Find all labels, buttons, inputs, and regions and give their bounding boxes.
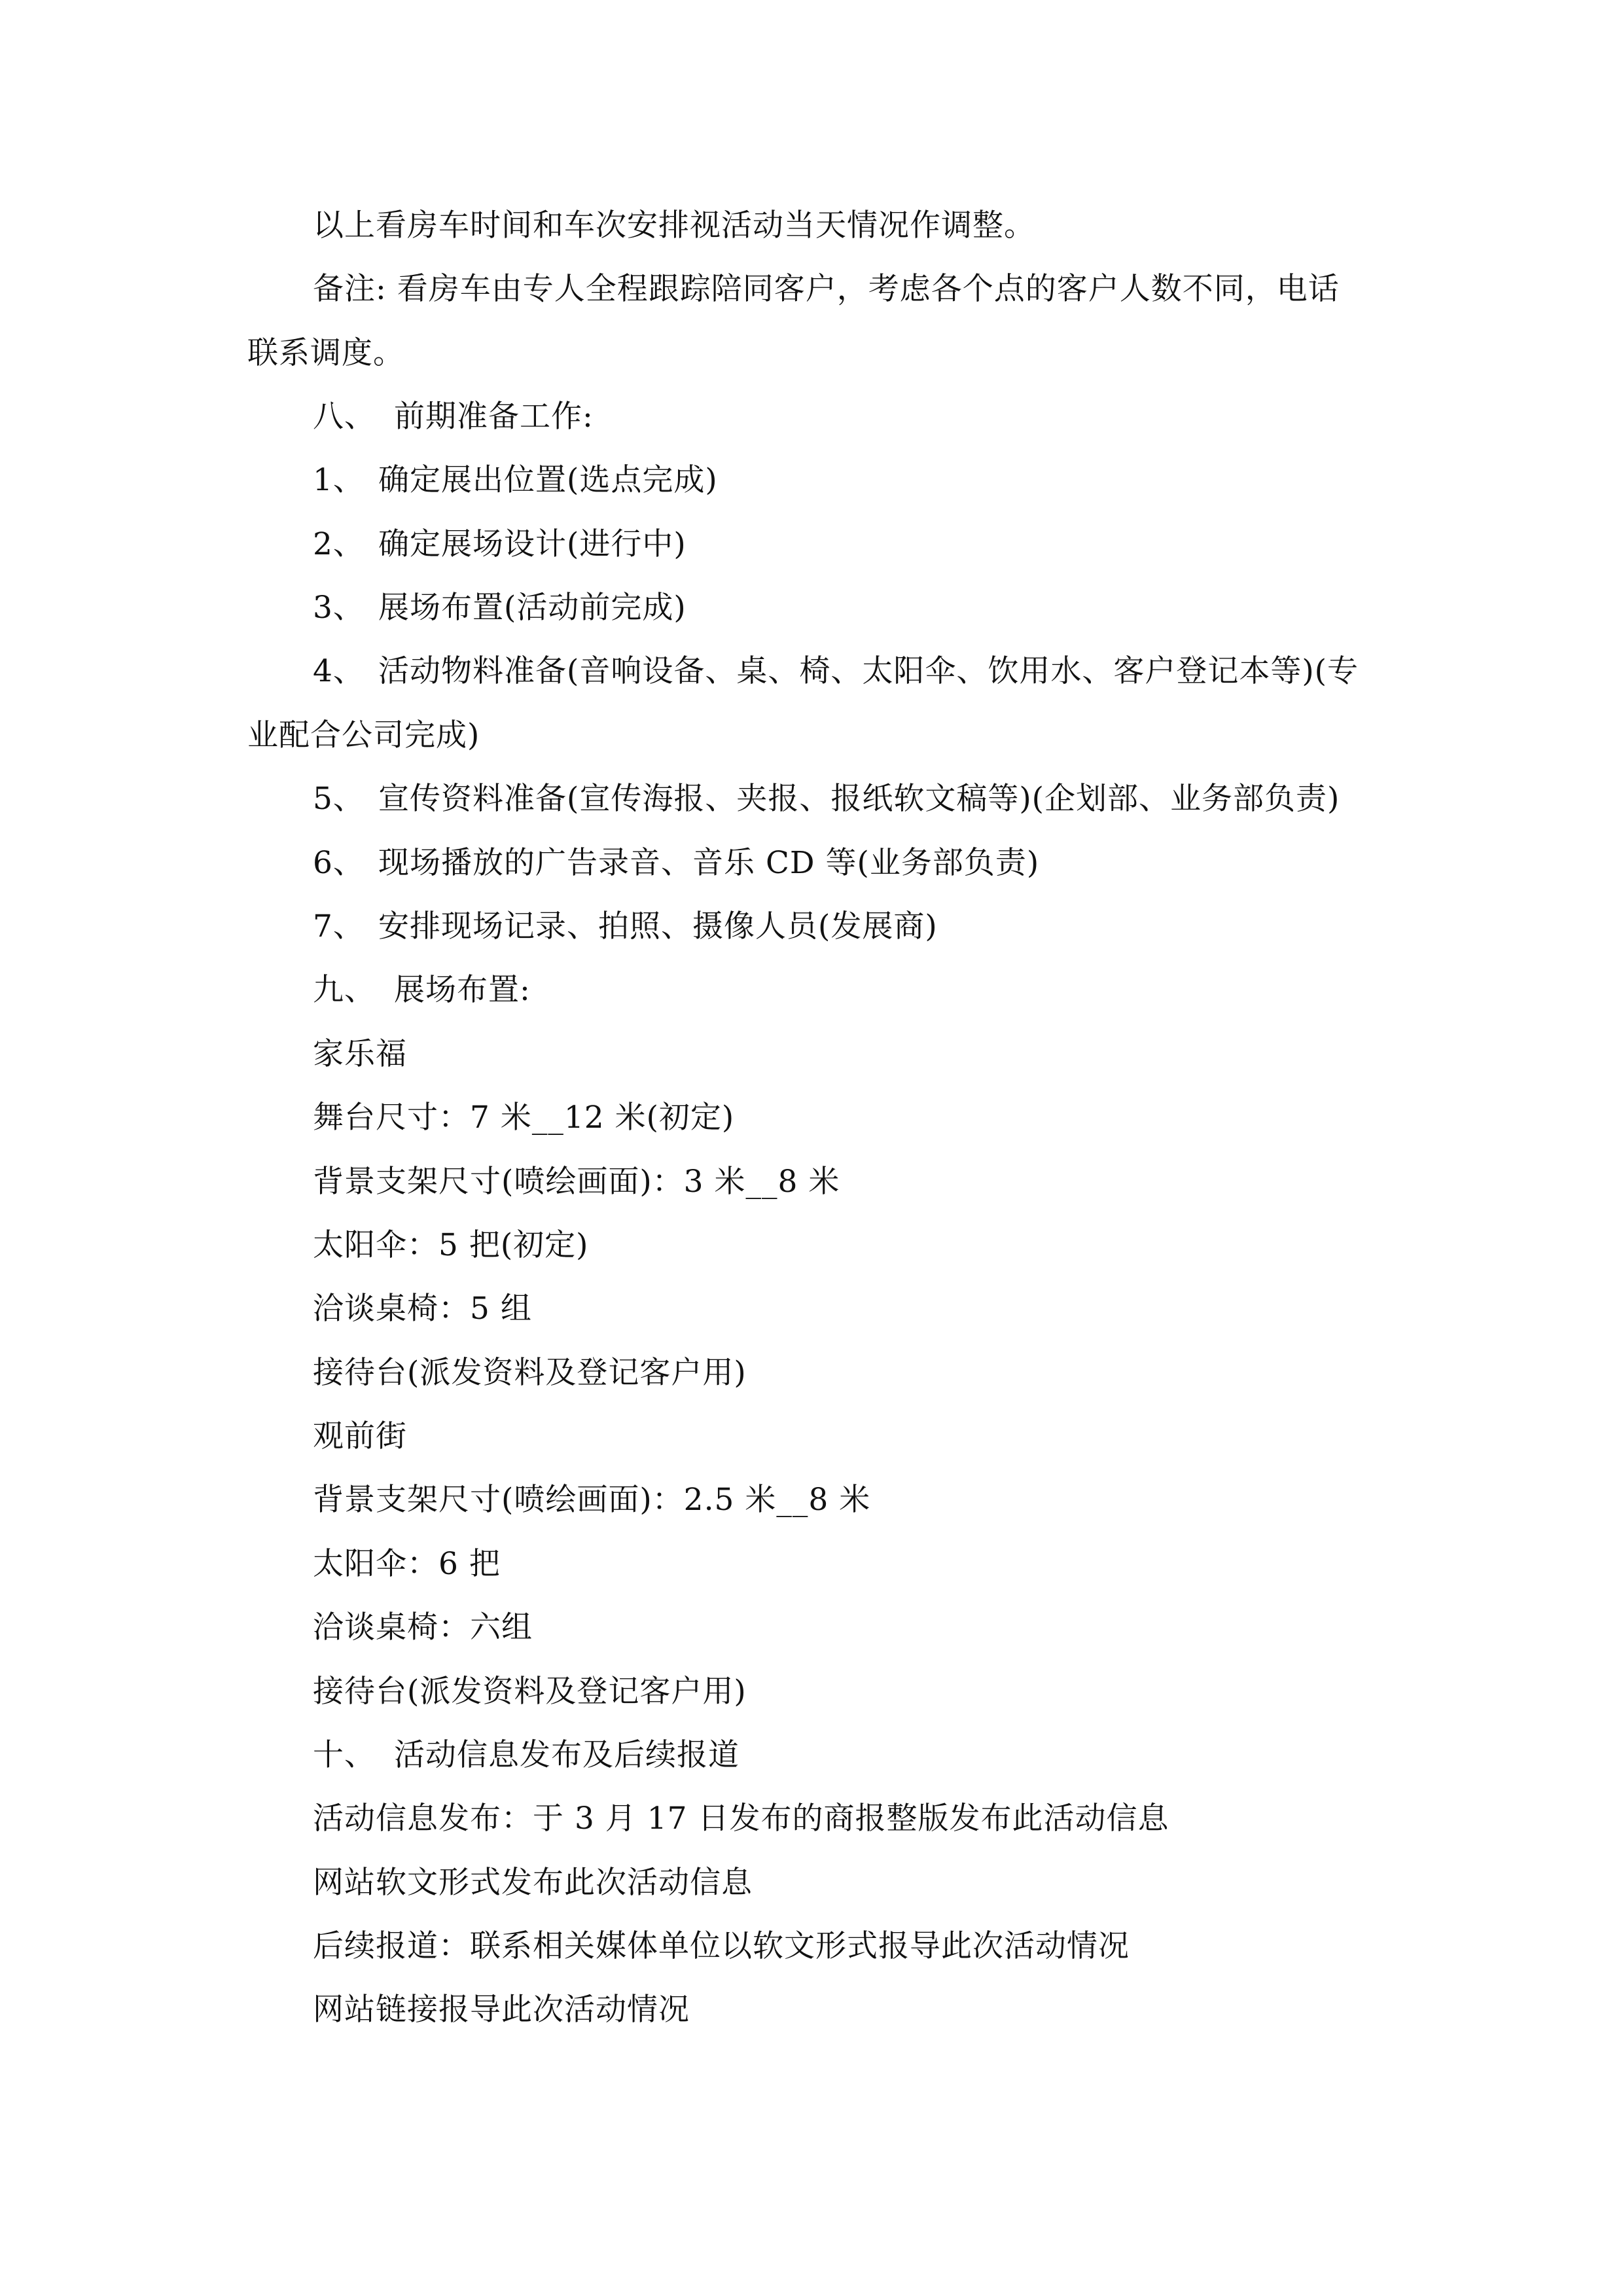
venue-name: 观前街 — [313, 1418, 407, 1454]
paragraph-remark: 备注: 看房车由专人全程跟踪陪同客户，考虑各个点的客户人数不同，电话 — [313, 271, 1340, 307]
spec-line: 背景支架尺寸(喷绘画面)：3 米__8 米 — [313, 1164, 840, 1200]
section8-title: 前期准备工作: — [394, 399, 594, 435]
list-item — [313, 461, 718, 500]
spec-line: 接待台(派发资料及登记客户用) — [313, 1355, 747, 1391]
list-item — [313, 652, 1359, 691]
list-item-number: 2、 — [313, 526, 365, 562]
paragraph-schedule-note: 以上看房车时间和车次安排视活动当天情况作调整。 — [313, 207, 1035, 243]
info-line: 网站软文形式发布此次活动信息 — [313, 1865, 753, 1901]
section8-number: 八、 — [313, 399, 376, 435]
info-line: 活动信息发布：于 3 月 17 日发布的商报整版发布此活动信息 — [313, 1801, 1169, 1837]
spec-line: 舞台尺寸：7 米__12 米(初定) — [313, 1100, 735, 1136]
section10-title: 活动信息发布及后续报道 — [394, 1737, 740, 1773]
section8-heading — [313, 397, 594, 437]
list-item-text: 活动物料准备(音响设备、桌、椅、太阳伞、饮用水、客户登记本等)(专 — [378, 653, 1359, 689]
list-item — [313, 844, 1039, 883]
spec-line: 洽谈桌椅：六组 — [313, 1609, 533, 1645]
list-item-number: 7、 — [313, 908, 365, 944]
list-item-text: 现场播放的广告录音、音乐 CD 等(业务部负责) — [378, 845, 1040, 881]
list-item-number: 4、 — [313, 653, 365, 689]
section10-heading — [313, 1736, 740, 1775]
spec-line: 洽谈桌椅：5 组 — [313, 1291, 532, 1327]
spec-line: 接待台(派发资料及登记客户用) — [313, 1674, 747, 1710]
list-item-text: 宣传资料准备(宣传海报、夹报、报纸软文稿等)(企划部、业务部负责) — [378, 781, 1340, 817]
info-line: 后续报道：联系相关媒体单位以软文形式报导此次活动情况 — [313, 1928, 1130, 1964]
list-item-number: 5、 — [313, 781, 365, 817]
list-item — [313, 525, 687, 564]
section9-number: 九、 — [313, 972, 376, 1008]
spec-line: 太阳伞：5 把(初定) — [313, 1227, 589, 1263]
section9-heading — [313, 971, 531, 1010]
info-line: 网站链接报导此次活动情况 — [313, 1992, 690, 2028]
list-item-number: 1、 — [313, 462, 365, 498]
list-item — [313, 907, 938, 946]
list-item-number: 6、 — [313, 845, 365, 881]
list-item — [313, 780, 1340, 819]
spec-line: 背景支架尺寸(喷绘画面)：2.5 米__8 米 — [313, 1482, 871, 1518]
list-item-text: 展场布置(活动前完成) — [378, 590, 687, 626]
list-item-text: 确定展场设计(进行中) — [378, 526, 687, 562]
list-item-number: 3、 — [313, 590, 365, 626]
section10-number: 十、 — [313, 1737, 376, 1773]
list-item — [313, 588, 687, 628]
list-item-text: 确定展出位置(选点完成) — [378, 462, 718, 498]
list-item-text: 安排现场记录、拍照、摄像人员(发展商) — [378, 908, 938, 944]
paragraph-remark-cont: 联系调度。 — [247, 335, 404, 371]
spec-line: 太阳伞：6 把 — [313, 1546, 501, 1582]
section9-title: 展场布置: — [394, 972, 531, 1008]
venue-name: 家乐福 — [313, 1036, 407, 1072]
list-item-continuation: 业配合公司完成) — [247, 717, 480, 753]
